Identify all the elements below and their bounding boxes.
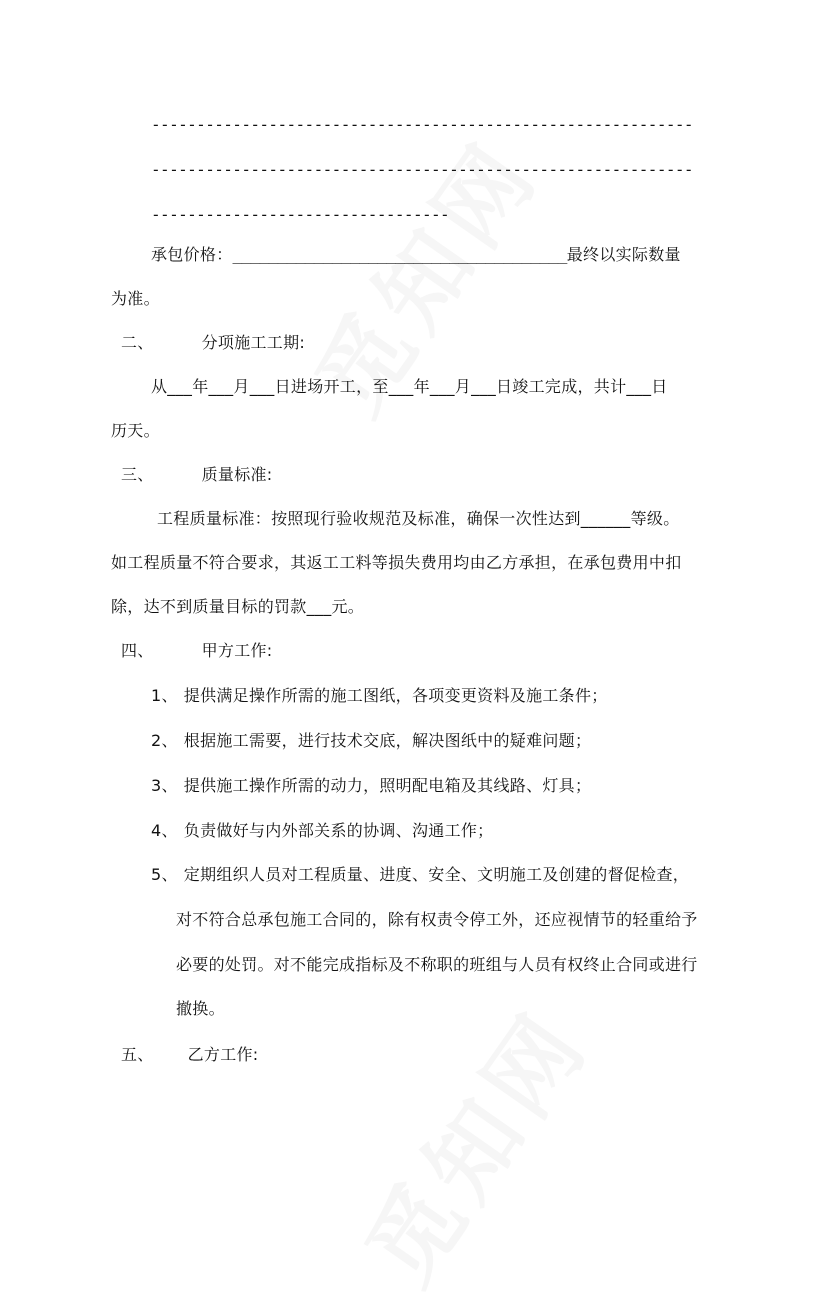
list-item <box>151 864 689 886</box>
section-number: 五、 <box>121 1045 154 1064</box>
watermark <box>330 979 614 1305</box>
section-4-heading <box>121 640 273 662</box>
list-number: 5、 <box>151 865 178 884</box>
list-item <box>151 820 493 842</box>
section-3-heading <box>121 464 273 486</box>
section-title: 乙方工作: <box>187 1045 259 1064</box>
list-text: 根据施工需要，进行技术交底，解决图纸中的疑难问题； <box>183 731 592 750</box>
list-item-continuation: 撤换。 <box>176 999 225 1018</box>
list-number: 1、 <box>151 686 178 705</box>
section-number: 二、 <box>121 333 154 352</box>
list-item <box>151 775 591 797</box>
paragraph-line: 工程质量标准：按照现行验收规范及标准，确保一次性达到______等级。 <box>157 509 680 528</box>
price-label: 承包价格： <box>151 245 233 264</box>
list-item-continuation: 对不符合总承包施工合同的，除有权责令停工外，还应视情节的轻重给予 <box>176 910 698 929</box>
dash-line: --------------------------------- <box>151 205 450 224</box>
section-number: 三、 <box>121 465 154 484</box>
list-item <box>151 730 591 752</box>
paragraph-line: 除，达不到质量目标的罚款___元。 <box>111 597 365 616</box>
list-text: 负责做好与内外部关系的协调、沟通工作； <box>183 821 494 840</box>
paragraph-line: 从___年___月___日进场开工，至___年___月___日竣工完成，共计___日 <box>151 377 668 396</box>
list-number: 2、 <box>151 731 178 750</box>
dash-line: ------------------------------------------------------------ <box>151 160 693 179</box>
list-item <box>151 685 608 707</box>
section-number: 四、 <box>121 641 154 660</box>
section-5-heading <box>121 1044 259 1066</box>
list-item-continuation: 必要的处罚。对不能完成指标及不称职的班组与人员有权终止合同或进行 <box>176 955 698 974</box>
price-line <box>151 244 681 266</box>
section-2-heading <box>121 332 305 354</box>
list-text: 提供施工操作所需的动力，照明配电箱及其线路、灯具； <box>183 776 592 795</box>
price-cont: 为准。 <box>111 289 160 308</box>
section-title: 分项施工工期: <box>201 333 306 352</box>
section-title: 质量标准: <box>201 465 273 484</box>
list-number: 4、 <box>151 821 178 840</box>
list-number: 3、 <box>151 776 178 795</box>
price-blank: _____________________________________ <box>232 245 567 264</box>
paragraph-line: 历天。 <box>111 421 160 440</box>
section-title: 甲方工作: <box>201 641 273 660</box>
list-text: 定期组织人员对工程质量、进度、安全、文明施工及创建的督促检查， <box>183 865 690 884</box>
price-suffix: 最终以实际数量 <box>566 245 681 264</box>
list-text: 提供满足操作所需的施工图纸，各项变更资料及施工条件； <box>183 686 608 705</box>
dash-line: ------------------------------------------------------------ <box>151 115 693 134</box>
paragraph-line: 如工程质量不符合要求，其返工工料等损失费用均由乙方承担，在承包费用中扣 <box>111 553 682 572</box>
